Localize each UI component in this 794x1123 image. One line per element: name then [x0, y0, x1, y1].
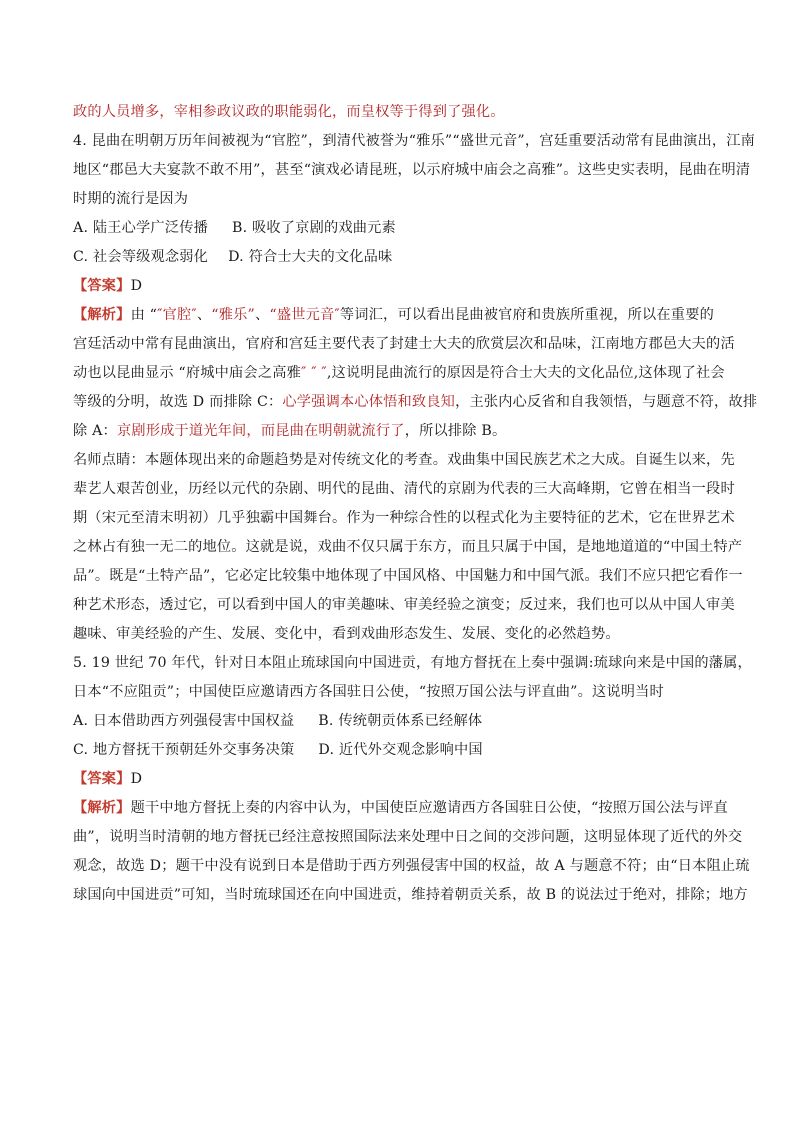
question-4-stem-line: 时期的流行是因为: [73, 191, 189, 207]
question-4-stem-line: 4. 昆曲在明朝万历年间被视为“官腔”，到清代被誉为“雅乐”“盛世元音”，宫廷重要活动常有昆曲演出，江南: [73, 133, 756, 149]
analysis-text: 题干中地方督抚上奏的内容中认为，中国使臣应邀请西方各国驻日公使，“按照万国公法与评直: [130, 800, 728, 816]
text-line: 政的人员增多，宰相参政议政的职能弱化，而皇权等于得到了强化。: [73, 104, 505, 120]
tip-line: 品”。既是“土特产品”，它必定比较集中地体现了中国风格、中国魅力和中国气派。我们不应只把它看作一: [73, 568, 743, 584]
option-a: A. 日本借助西方列强侵害中国权益: [73, 713, 295, 729]
analysis-text: 、: [254, 307, 270, 323]
answer-line: [73, 272, 723, 301]
question-5-stem-line: 日本“不应阻贡”；中国使臣应邀请西方各国驻日公使，“按照万国公法与评直曲”。这说明当时: [73, 684, 664, 700]
analysis-line: [73, 388, 758, 417]
highlight-text: “雅乐”: [211, 307, 255, 323]
highlight-text: “盛世元音″: [269, 307, 340, 323]
option-d: D. 近代外交观念影响中国: [318, 742, 483, 758]
highlight-text: 京剧形成于道光年间，而昆曲在明朝就流行了: [116, 423, 405, 439]
analysis-text: ,这说明昆曲流行的原因是符合士大夫的文化品位,这体现了社会: [326, 365, 725, 381]
option-c: C. 地方督抚干预朝廷外交事务决策: [73, 742, 295, 758]
answer-value: D: [130, 278, 143, 294]
analysis-text: 由 “: [130, 307, 158, 323]
question-4-options-row: [73, 243, 723, 272]
option-b: B. 传统朝贡体系已经解体: [318, 713, 483, 729]
answer-value: D: [130, 771, 143, 787]
document-page: [73, 98, 758, 910]
analysis-text: 等级的分明，故选 D 而排除 C：: [73, 394, 283, 410]
analysis-line: 球国向中国进贡”可知，当时琉球国还在向中国进贡，维持着朝贡关系，故 B 的说法过于绝对，排除；地方: [73, 887, 748, 903]
highlight-text: 心学强调本心体悟和致良知: [282, 394, 456, 410]
highlight-text: ″官腔″: [157, 307, 197, 323]
analysis-line: 曲”，说明当时清朝的地方督抚已经注意按照国际法来处理中日之间的交涉问题，这明显体现了近代的外交: [73, 829, 743, 845]
answer-label: 【答案】: [73, 278, 131, 294]
question-4-options-row: [73, 214, 723, 243]
analysis-text: 动也以昆曲显示 “府城中庙会之高雅: [73, 365, 301, 381]
analysis-line: 宫廷活动中常有昆曲演出，官府和宫廷主要代表了封建士大夫的欣赏层次和品味，江南地方郡邑大夫的活: [73, 336, 735, 352]
tip-line: 种艺术形态，透过它，可以看到中国人的审美趣味、审美经验之演变；反过来，我们也可以从中国人审美: [73, 597, 735, 613]
question-5-stem-line: 5. 19 世纪 70 年代，针对日本阻止琉球国向中国进贡，有地方督抚在上奏中强调:琉球向来是中国的藩属，: [73, 655, 752, 671]
question-5-options-row: [73, 707, 723, 736]
analysis-line: [73, 359, 723, 388]
option-d: D. 符合士大夫的文化品味: [228, 249, 393, 265]
highlight-text: ″ ″ ″: [300, 365, 327, 381]
analysis-text: 除 A：: [73, 423, 117, 439]
tip-line: 之林占有独一无二的地位。这就是说，戏曲不仅只属于东方，而且只属于中国，是地地道道的“中国土特产: [73, 539, 743, 555]
question-4-stem-line: 地区“郡邑大夫宴款不敢不用”，甚至“演戏必请昆班，以示府城中庙会之高雅”。这些史实表明，昆曲在明清: [73, 162, 751, 178]
analysis-text: ，所以排除 B。: [404, 423, 507, 439]
analysis-line: 观念，故选 D；题干中没有说到日本是借助于西方列强侵害中国的权益，故 A 与题意不符；由“日本阻止琉: [73, 858, 750, 874]
tip-line: 名师点睛：本题体现出来的命题趋势是对传统文化的考查。戏曲集中国民族艺术之大成。自诞生以来，先: [73, 452, 735, 468]
analysis-label: 【解析】: [73, 800, 131, 816]
analysis-text: ，主张内心反省和自我领悟，与题意不符，故排: [455, 394, 758, 410]
analysis-line: [73, 417, 723, 446]
analysis-text: 等词汇，可以看出昆曲被官府和贵族所重视，所以在重要的: [339, 307, 714, 323]
option-a: A. 陆王心学广泛传播: [73, 220, 208, 236]
analysis-line: [73, 794, 728, 823]
option-b: B. 吸收了京剧的戏曲元素: [231, 220, 396, 236]
analysis-label: 【解析】: [73, 307, 131, 323]
option-c: C. 社会等级观念弱化: [73, 249, 209, 265]
answer-line: [73, 765, 723, 794]
analysis-line: [73, 301, 723, 330]
answer-label: 【答案】: [73, 771, 131, 787]
tip-line: 期（宋元至清末明初）几乎独霸中国舞台。作为一种综合性的以程式化为主要特征的艺术，它在世界艺术: [73, 510, 735, 526]
question-5-options-row: [73, 736, 723, 765]
tip-line: 趣味、审美经验的产生、发展、变化中，看到戏曲形态发生、发展、变化的必然趋势。: [73, 626, 620, 642]
tip-line: 辈艺人艰苦创业，历经以元代的杂剧、明代的昆曲、清代的京剧为代表的三大高峰期，它曾在相当一段时: [73, 481, 735, 497]
analysis-text: 、: [196, 307, 212, 323]
